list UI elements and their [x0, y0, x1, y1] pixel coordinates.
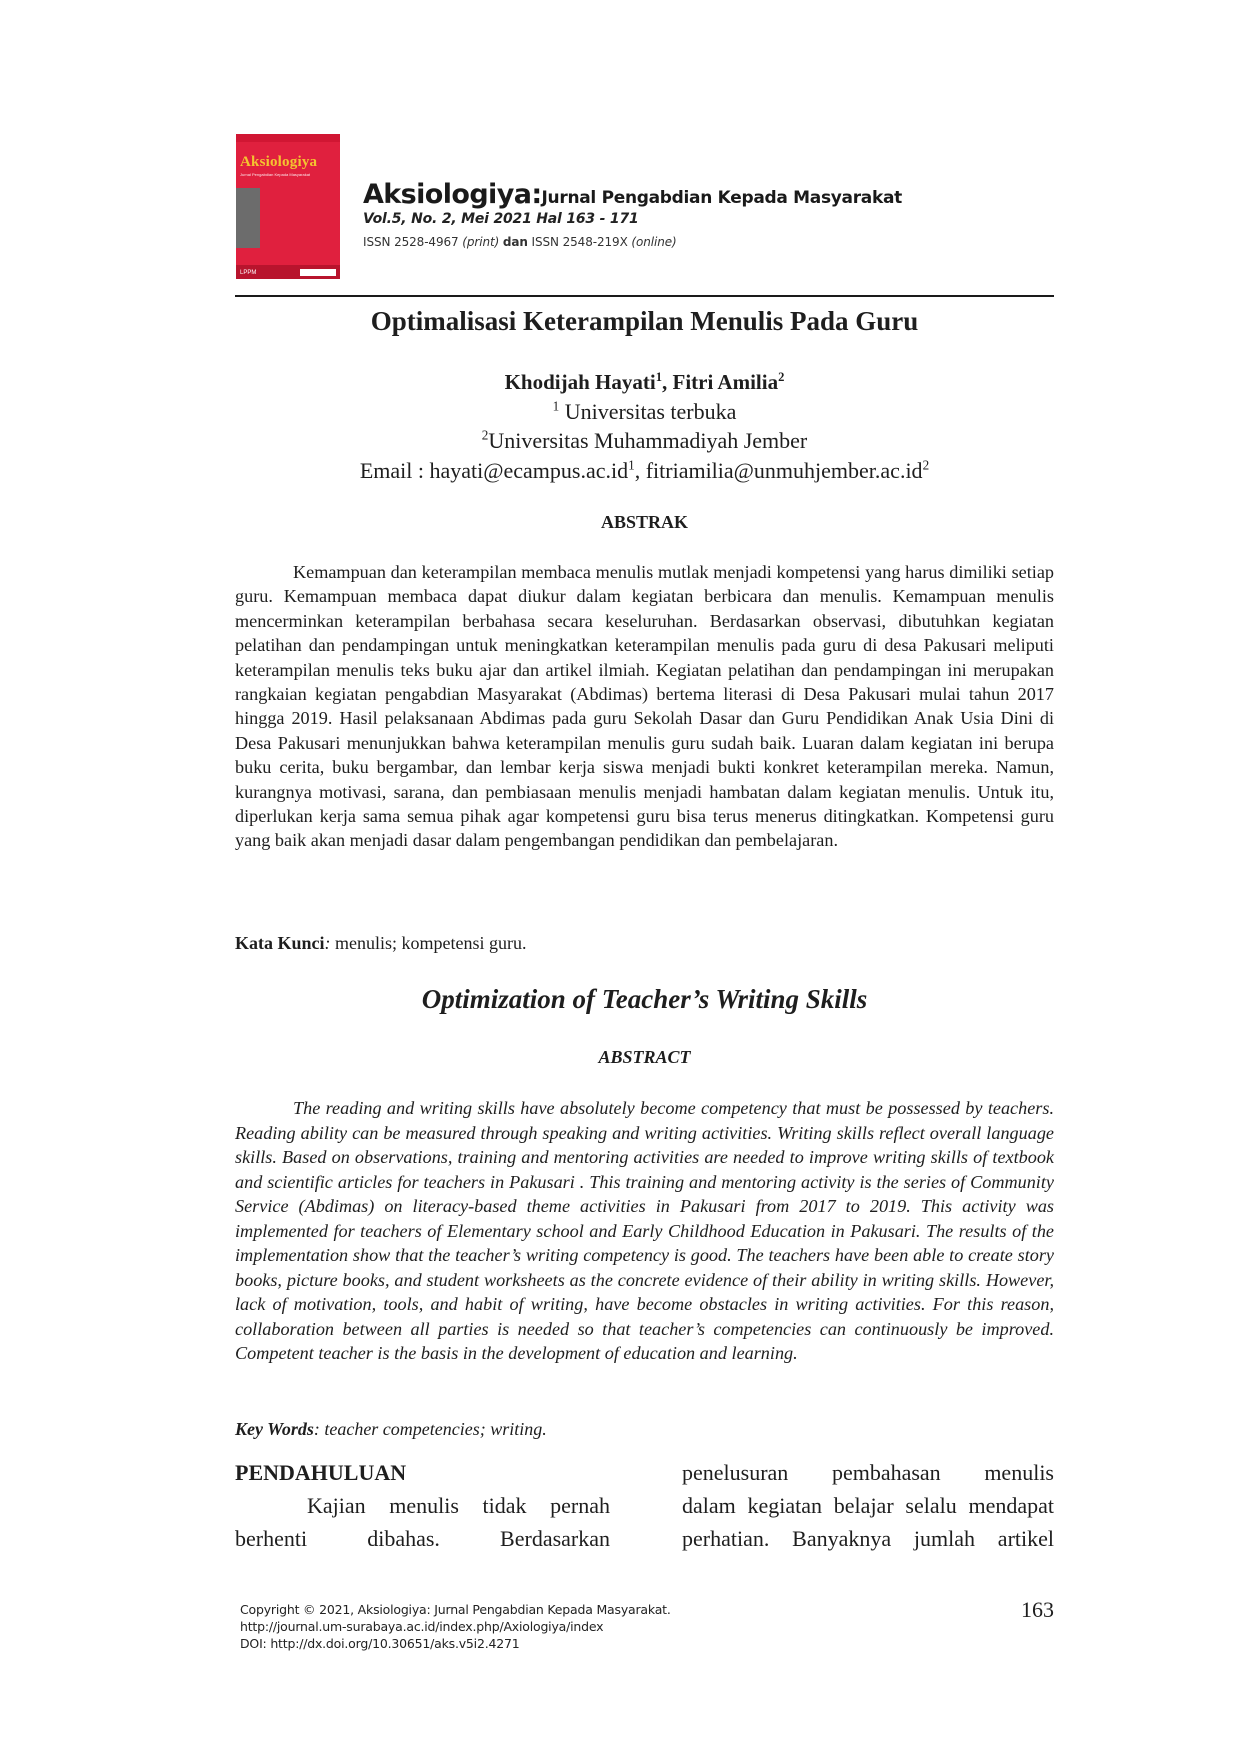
affiliation-1 [235, 399, 1054, 425]
body-paragraph: Kajian menulis tidak pernah berhenti dibahas. Berdasarkan [235, 1493, 610, 1551]
email-address: fitriamilia@unmuhjember.ac.id [645, 458, 923, 483]
footer-url[interactable]: http://journal.um-surabaya.ac.id/index.php/Axiologiya/index [240, 1619, 604, 1634]
email-mark: 2 [922, 457, 930, 473]
key-words-label: Key Words [235, 1419, 314, 1439]
email-mark: 1 [628, 457, 635, 473]
author-affiliation-mark: 2 [778, 370, 785, 384]
kata-kunci [235, 933, 527, 954]
abstrak-text: Kemampuan dan keterampilan membaca menulis mutlak menjadi kompetensi yang harus dimiliki setiap guru. Kemampuan membaca dapat diukur dalam kegiatan berbicara dan menulis. Kemampuan menulis mencerminkan keterampilan berbahasa secara keseluruhan. Berdasarkan observasi, dibutuhkan kegiatan pelatihan dan pendampingan untuk meningkatkan keterampilan menulis pada guru di desa Pakusari meliputi keterampilan menulis teks buku ajar dan artikel ilmiah. Kegiatan pelatihan dan pendampingan ini merupakan rangkaian kegiatan pengabdian Masyarakat (Abdimas) bertema literasi di Desa Pakusari mulai tahun 2017 hingga 2019. Hasil pelaksanaan Abdimas pada guru Sekolah Dasar dan Guru Pendidikan Anak Usia Dini di Desa Pakusari menunjukkan bahwa keterampilan menulis guru sudah baik. Luaran dalam kegiatan ini berupa buku cerita, buku bergambar, dan lembar kerja siswa menjadi bukti konkret keterampilan mereka. Namun, kurangnya motivasi, sarana, dan pembiasaan menulis menjadi hambatan dalam kegiatan menulis. Untuk itu, diperlukan kerja sama semua pihak agar kompetensi guru bisa terus menerus ditingkatkan. Kompetensi guru yang baik akan menjadi dasar dalam pengembangan pendidikan dan pembelajaran. [235, 562, 1054, 851]
author-separator: , [662, 370, 673, 394]
affiliation-mark: 1 [552, 398, 560, 414]
author-list [235, 370, 1054, 395]
footer-doi[interactable]: DOI: http://dx.doi.org/10.30651/aks.v5i2.4271 [240, 1636, 520, 1651]
journal-title-line [363, 179, 902, 210]
email-separator: , [634, 458, 646, 483]
cover-badge [300, 269, 336, 276]
page-number: 163 [1021, 1597, 1054, 1622]
body-column-right [682, 1456, 1054, 1555]
affiliation-mark: 2 [481, 427, 489, 443]
journal-name: Aksiologiya: [363, 179, 542, 210]
cover-publisher-mark: LPPM [240, 270, 257, 276]
email-prefix: Email : [359, 458, 430, 483]
article-title-english: Optimization of Teacher’s Writing Skills [421, 984, 868, 1014]
abstrak-heading: ABSTRAK [600, 512, 689, 532]
affiliation-text: Universitas terbuka [559, 399, 737, 424]
key-words [235, 1419, 547, 1440]
abstract-heading: ABSTRACT [598, 1047, 691, 1067]
key-words-value: : teacher competencies; writing. [313, 1419, 547, 1439]
cover-top-strip [236, 134, 340, 142]
affiliation-2 [235, 428, 1054, 454]
cover-side-panel [236, 188, 260, 248]
body-line: dalam kegiatan belajar selalu mendapat [682, 1493, 1054, 1518]
body-column-left [235, 1456, 610, 1555]
issn-line [363, 235, 677, 249]
volume-line: Vol.5, No. 2, Mei 2021 Hal 163 - 171 [363, 211, 639, 227]
author-name: Fitri Amilia [672, 370, 779, 394]
kata-kunci-label: Kata Kunci [235, 933, 325, 953]
kata-kunci-colon: : [324, 933, 331, 953]
kata-kunci-value: menulis; kompetensi guru. [330, 933, 527, 953]
journal-cover-image [236, 134, 340, 279]
cover-subtitle: Jurnal Pengabdian Kepada Masyarakat [240, 172, 311, 177]
cover-title: Aksiologiya [240, 154, 318, 170]
footer-copyright: Copyright © 2021, Aksiologiya: Jurnal Pengabdian Kepada Masyarakat. [240, 1602, 671, 1617]
page-footer [240, 1601, 671, 1652]
issn-print-note: (print) [462, 235, 500, 249]
issn-print: ISSN 2528-4967 [363, 235, 459, 249]
body-line: perhatian. Banyaknya jumlah artikel [682, 1526, 1054, 1551]
email-line [235, 458, 1054, 484]
author-name: Khodijah Hayati [504, 370, 656, 394]
body-line: penelusuran pembahasan menulis [682, 1460, 1054, 1485]
email-address: hayati@ecampus.ac.id [429, 458, 629, 483]
journal-subtitle: Jurnal Pengabdian Kepada Masyarakat [541, 188, 902, 208]
header-divider [235, 295, 1054, 297]
issn-online-note: (online) [631, 235, 677, 249]
section-heading: PENDAHULUAN [235, 1460, 407, 1485]
article-title: Optimalisasi Keterampilan Menulis Pada Guru [370, 306, 919, 336]
abstract-text: The reading and writing skills have absolutely become competency that must be possessed by teachers. Reading ability can be measured through speaking and writing activities. Writing skills reflect overall language skills. Based on observations, training and mentoring activities are needed to improve writing skills of textbook and scientific articles for teachers in Pakusari . This training and mentoring activity is the series of Community Service (Abdimas) on literacy-based theme activities in Pakusari from 2017 to 2019. This activity was implemented for teachers of Elementary school and Early Childhood Education in Pakusari. The results of the implementation show that the teacher’s writing competency is good. The teachers have been able to create story books, picture books, and student worksheets as the concrete evidence of their ability in writing skills. However, lack of motivation, tools, and habit of writing, have become obstacles in writing activities. For this reason, collaboration between all parties is needed so that teacher’s competencies can continuously be improved. Competent teacher is the basis in the development of education and learning. [235, 1098, 1054, 1363]
issn-online: ISSN 2548-219X [531, 235, 628, 249]
issn-join: dan [502, 235, 528, 249]
affiliation-text: Universitas Muhammadiyah Jember [488, 428, 808, 453]
author-affiliation-mark: 1 [655, 370, 663, 384]
